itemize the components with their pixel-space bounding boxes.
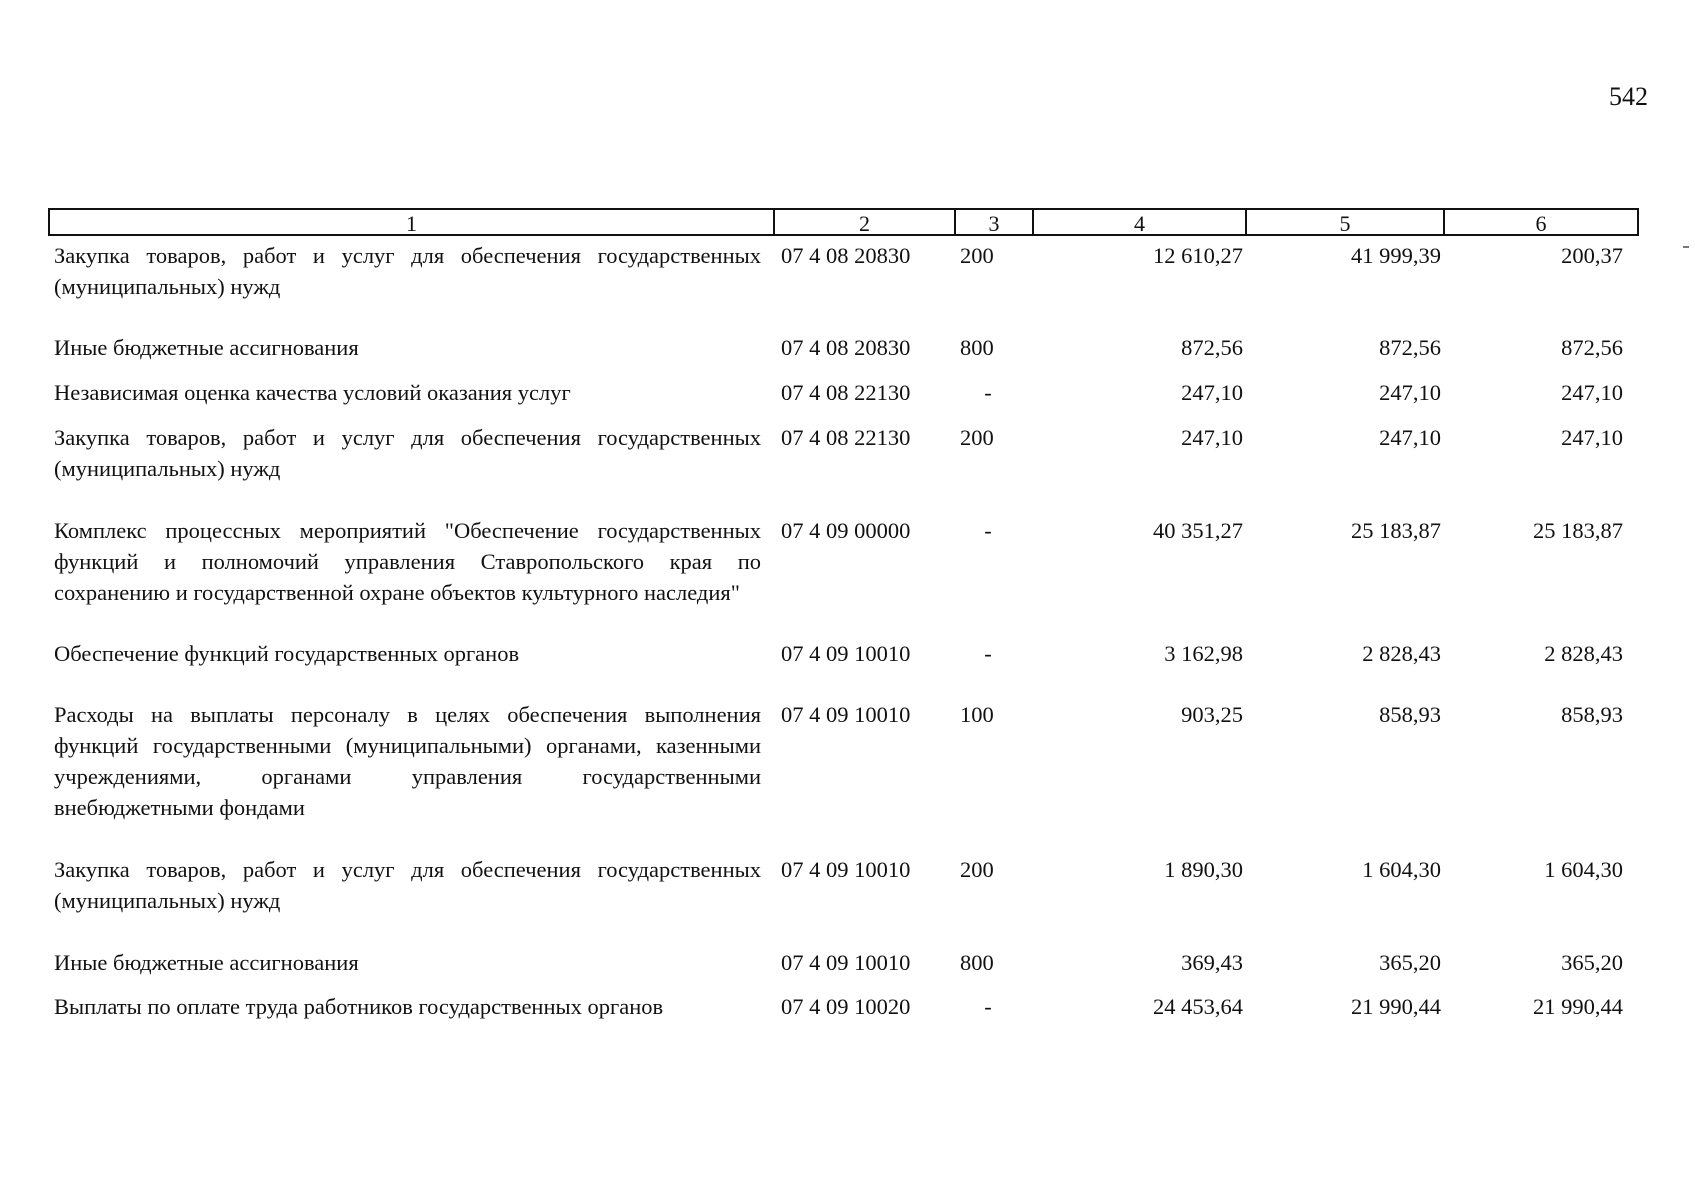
row-name: Иные бюджетные ассигнования	[54, 335, 359, 360]
row-type: 800	[960, 950, 994, 975]
table-row	[48, 854, 1639, 916]
table-row	[48, 422, 1639, 484]
row-value-6: 1 604,30	[1544, 857, 1623, 882]
row-value-4: 872,56	[1181, 335, 1243, 360]
table-row	[48, 515, 1639, 608]
row-value-5: 858,93	[1379, 702, 1441, 727]
row-value-6: 858,93	[1561, 702, 1623, 727]
row-name: Закупка товаров, работ и услуг для обеспечения государственных (муниципальных) нужд	[54, 243, 761, 299]
row-code: 07 4 09 10020	[781, 994, 911, 1019]
row-value-4: 903,25	[1181, 702, 1243, 727]
page-number: 542	[1609, 82, 1648, 111]
row-value-6: 247,10	[1561, 380, 1623, 405]
row-type-value: -	[984, 518, 992, 543]
table-row	[48, 332, 1639, 363]
row-value-4: 3 162,98	[1164, 641, 1243, 666]
column-header-5: 5	[1247, 210, 1445, 234]
row-value-6: 365,20	[1561, 950, 1623, 975]
table-column-header	[48, 208, 1639, 236]
row-type: 100	[960, 702, 994, 727]
column-header-4: 4	[1034, 210, 1247, 234]
row-value-5: 25 183,87	[1351, 518, 1441, 543]
table-body	[48, 240, 1639, 1022]
row-code: 07 4 08 20830	[781, 243, 911, 268]
row-value-6: 25 183,87	[1533, 518, 1623, 543]
row-name: Закупка товаров, работ и услуг для обеспечения государственных (муниципальных) нужд	[54, 425, 761, 481]
row-type	[954, 377, 1032, 408]
row-type-value: -	[984, 380, 992, 405]
row-name: Закупка товаров, работ и услуг для обеспечения государственных (муниципальных) нужд	[54, 857, 761, 913]
row-name: Обеспечение функций государственных органов	[54, 641, 520, 666]
row-type: 800	[960, 335, 994, 360]
row-code: 07 4 08 22130	[781, 425, 911, 450]
column-header-6: 6	[1535, 211, 1547, 236]
row-name: Расходы на выплаты персоналу в целях обеспечения выполнения функций государственными (муниципальными) органами, казенными учреждениями, органами управления государственными внебюджетными фондами	[54, 702, 761, 820]
row-value-4: 247,10	[1181, 425, 1243, 450]
row-code: 07 4 09 10010	[781, 950, 911, 975]
row-value-4: 369,43	[1181, 950, 1243, 975]
row-name: Выплаты по оплате труда работников государственных органов	[54, 994, 664, 1019]
table-row	[48, 699, 1639, 823]
table-row	[48, 240, 1639, 302]
row-value-5: 2 828,43	[1362, 641, 1441, 666]
row-name: Независимая оценка качества условий оказания услуг	[54, 380, 571, 405]
row-value-6: 872,56	[1561, 335, 1623, 360]
row-value-5: 21 990,44	[1351, 994, 1441, 1019]
table-row	[48, 638, 1639, 669]
row-value-6: 21 990,44	[1533, 994, 1623, 1019]
row-value-4: 24 453,64	[1153, 994, 1243, 1019]
row-code: 07 4 09 10010	[781, 857, 911, 882]
row-type: 200	[960, 857, 994, 882]
row-code: 07 4 08 20830	[781, 335, 911, 360]
table-row	[48, 991, 1639, 1022]
row-type-value: -	[984, 994, 992, 1019]
row-type	[954, 638, 1032, 669]
row-value-4: 247,10	[1181, 380, 1243, 405]
row-code: 07 4 09 00000	[781, 518, 911, 543]
row-type	[954, 991, 1032, 1022]
row-type	[954, 515, 1032, 608]
row-value-4: 1 890,30	[1164, 857, 1243, 882]
table-row	[48, 947, 1639, 978]
row-type: 200	[960, 243, 994, 268]
row-value-6: 200,37	[1561, 243, 1623, 268]
row-value-5: 1 604,30	[1362, 857, 1441, 882]
row-value-5: 247,10	[1379, 425, 1441, 450]
column-header-3: 3	[956, 210, 1034, 234]
row-value-4: 12 610,27	[1153, 243, 1243, 268]
row-value-6: 2 828,43	[1544, 641, 1623, 666]
row-value-5: 872,56	[1379, 335, 1441, 360]
row-value-5: 247,10	[1379, 380, 1441, 405]
row-code: 07 4 09 10010	[781, 702, 911, 727]
row-code: 07 4 08 22130	[781, 380, 911, 405]
column-header-1: 1	[50, 210, 775, 234]
row-type: 200	[960, 425, 994, 450]
row-name: Комплекс процессных мероприятий "Обеспечение государственных функций и полномочий управления Ставропольского края по сохранению и государственной охране объектов культурного наследия"	[54, 518, 761, 605]
row-value-5: 41 999,39	[1351, 243, 1441, 268]
table-row	[48, 377, 1639, 408]
row-code: 07 4 09 10010	[781, 641, 911, 666]
row-value-5: 365,20	[1379, 950, 1441, 975]
row-value-6: 247,10	[1561, 425, 1623, 450]
column-header-2: 2	[775, 210, 956, 234]
row-name: Иные бюджетные ассигнования	[54, 950, 359, 975]
scan-edge-mark	[1683, 246, 1689, 248]
row-value-4: 40 351,27	[1153, 518, 1243, 543]
row-type-value: -	[984, 641, 992, 666]
